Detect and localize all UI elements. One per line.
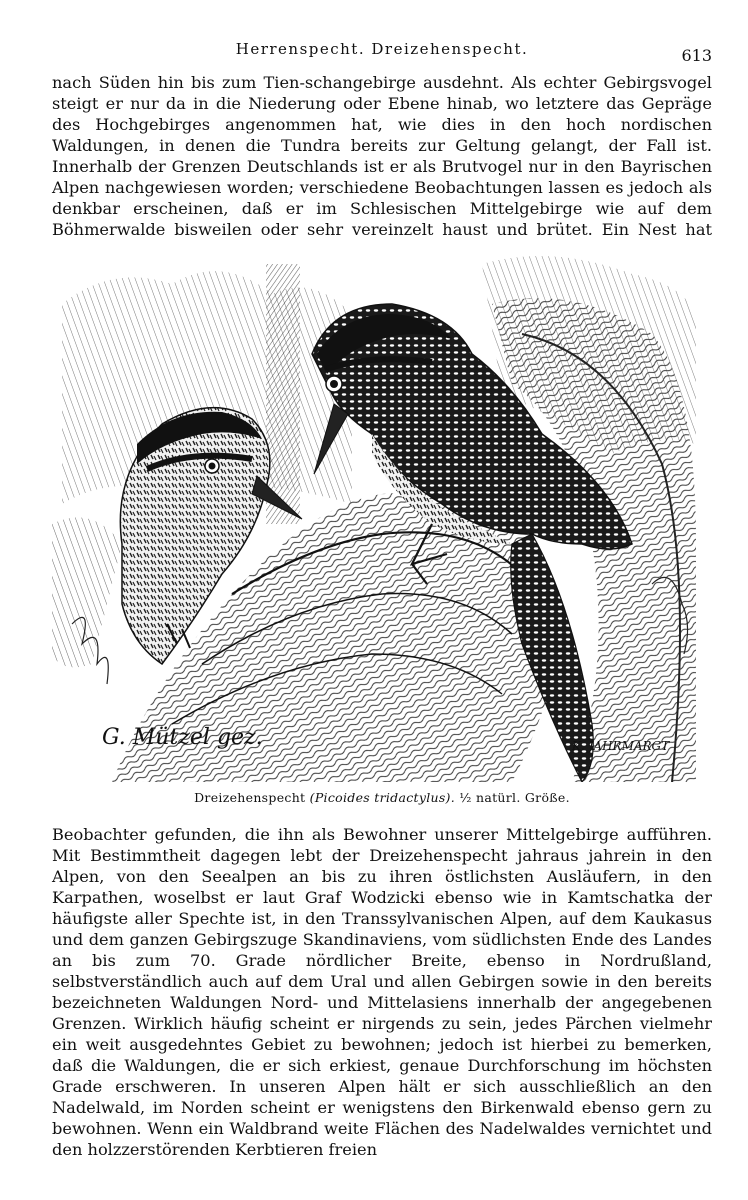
background-tree-trunk xyxy=(266,264,300,524)
woodpecker-engraving xyxy=(52,244,696,782)
caption-name: Dreizehenspecht xyxy=(194,790,306,805)
caption-scale: ½ natürl. Größe. xyxy=(459,790,570,805)
running-head: Herrenspecht. Dreizehenspecht. xyxy=(235,40,529,58)
page-number: 613 xyxy=(681,46,712,65)
page-header xyxy=(52,36,712,66)
artist-signature: G. Mützel gez. xyxy=(102,725,263,750)
paragraph-bottom: Beobachter gefunden, die ihn als Bewohner unserer Mittelgebirge aufführen. Mit Bestimmtheit dagegen lebt der Dreizehenspecht jahraus jahrein in den Alpen, von den Seealpen an bis zu ihren östlichsten Ausläufern, in den Karpathen, woselbst er laut Graf Wodzicki ebenso wie in Kamtschatka der häufigste aller Spechte ist, in den Transsylvanischen Alpen, auf dem Kaukasus und dem ganzen Gebirgszuge Skandinaviens, vom südlichsten Ende des Landes an bis zum 70. Grade nördlicher Breite, ebenso in Nordrußland, selbstverständlich auch auf dem Ural und allen Gebirgen sowie in den bereits bezeichneten Waldungen Nord- und Mittelasiens innerhalb der angegebenen Grenzen. Wirklich häufig scheint er nirgends zu sein, jedes Pärchen vielmehr ein weit ausgedehntes Gebiet zu bewohnen; jedoch ist hierbei zu bemerken, daß die Waldungen, die er sich erkiest, genaue Durchforschung im höchsten Grade erschweren. In unseren Alpen hält er sich ausschließlich an den Nadelwald, im Norden scheint er wenigstens den Birkenwald ebenso gern zu bewohnen. Wenn ein Waldbrand weite Flächen des Nadelwaldes vernichtet und den holzzerstörenden Kerbtieren freien xyxy=(52,825,712,1159)
engraving-illustration xyxy=(52,244,696,782)
figure-caption xyxy=(52,790,712,805)
caption-latin: (Picoides tridactylus). xyxy=(309,790,456,805)
engraver-signature: K. JAHRMARGT xyxy=(572,739,670,753)
paragraph-top: nach Süden hin bis zum Tien-schangebirge ausdehnt. Als echter Gebirgsvogel steigt er nur da in die Niederung oder Ebene hinab, wo letztere das Gepräge des Hochgebirges angenommen hat, wie dies in den hoch nordischen Waldungen, in denen die Tundra bereits zur Geltung gelangt, der Fall ist. Innerhalb der Grenzen Deutschlands ist er als Brutvogel nur in den Bayrischen Alpen nachgewiesen worden; verschiedene Beobachtungen lassen es jedoch als denkbar erscheinen, daß er im Schlesischen Mittelgebirge wie auf dem Böhmerwalde bisweilen oder sehr vereinzelt haust und brütet. Ein Nest hat xyxy=(52,73,712,239)
